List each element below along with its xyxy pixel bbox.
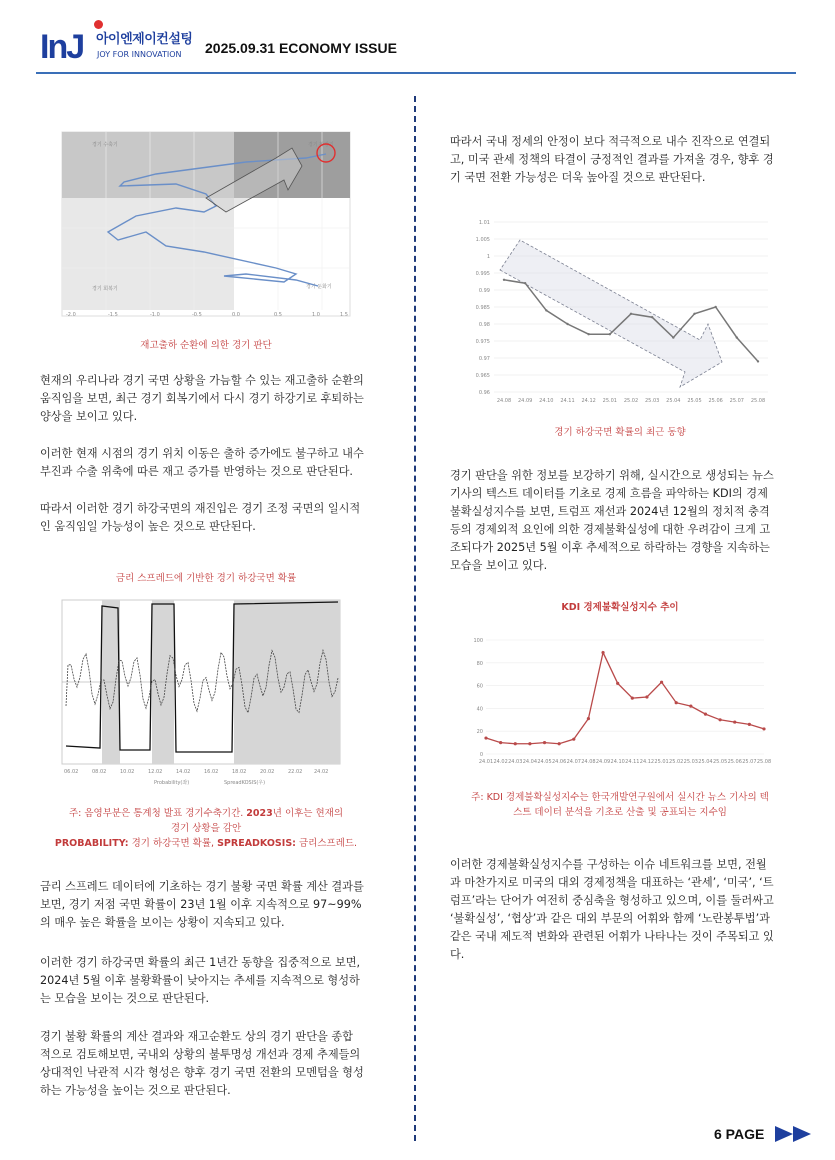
x-tick: 24.02	[314, 769, 329, 775]
quadrant-label: 경기 둔화기	[306, 284, 332, 290]
x-tick: 25.07	[729, 398, 744, 404]
issue-title: 2025.09.31 ECONOMY ISSUE	[205, 40, 397, 56]
paragraph: 금리 스프레드 데이터에 기초하는 경기 불황 국면 확률 계산 결과를 보면, 경기 저점 국면 확률이 23년 1월 이후 지속적으로 97~99% 의 매우 높은 확률을 보이는 상황이 지속되고 있다.	[40, 880, 364, 929]
x-tick: 14.02	[176, 769, 191, 775]
x-tick: 25.08	[750, 398, 766, 404]
data-point	[616, 682, 619, 685]
x-tick: 25.06	[708, 398, 723, 404]
data-point	[609, 333, 611, 335]
x-tick: -2.0	[66, 312, 76, 318]
next-page-arrows-icon[interactable]	[775, 1124, 817, 1148]
trend-arrow-icon	[500, 240, 722, 387]
data-point	[631, 697, 634, 700]
y-tick: 0.965	[475, 373, 490, 379]
x-tick: 25.01	[654, 759, 669, 765]
figure-title: 금리 스프레드에 기반한 경기 하강국면 확률	[115, 573, 297, 584]
figure-note	[450, 790, 790, 820]
y-tick: 0.98	[478, 322, 490, 328]
x-tick: 1.5	[340, 312, 348, 318]
note-key: SPREADKOSIS:	[217, 838, 296, 849]
y-tick: 0.97	[478, 356, 490, 362]
data-point	[503, 279, 505, 281]
x-tick: 24.10	[539, 398, 554, 404]
paragraph: 경기 불황 확률의 계산 결과와 재고순환도 상의 경기 판단을 종합 적으로 검토해보면, 국내외 상황의 불투명성 개선과 경제 추제들의 상대적인 낙관적 시각 형성은 향후 경기 국면 전환의 모멘텀을 형성 하는 가능성을 높이는 것으로 판단된다.	[40, 1030, 364, 1097]
x-tick: 25.05	[712, 759, 728, 765]
data-point	[651, 316, 653, 318]
x-tick: 24.11	[625, 759, 640, 765]
data-point	[672, 336, 674, 338]
recent-probability-chart	[460, 212, 780, 412]
data-point	[499, 741, 502, 744]
column-divider	[414, 96, 416, 1141]
x-tick: 24.10	[610, 759, 625, 765]
data-point	[733, 720, 736, 723]
note-text: 경기 하강국면 확률,	[128, 838, 218, 849]
y-tick: 0.985	[475, 305, 490, 311]
y-tick: 1.005	[475, 237, 490, 243]
quadrant-label: 경기 회복기	[92, 286, 118, 292]
data-point	[572, 738, 575, 741]
y-tick: 0.96	[478, 390, 490, 396]
x-tick: 24.06	[551, 759, 567, 765]
data-point	[630, 313, 632, 315]
header-rule	[36, 72, 796, 74]
logo-dot-icon	[94, 20, 103, 29]
note-text: 년 이후는 현재의	[272, 808, 344, 819]
x-tick: 24.12	[639, 759, 655, 765]
note-text: 금리스프레드.	[295, 838, 358, 849]
data-point	[545, 309, 547, 311]
x-tick: 25.03	[645, 398, 660, 404]
page-number: 6 PAGE	[714, 1126, 765, 1142]
x-tick: 25.04	[698, 759, 713, 765]
data-point	[693, 313, 695, 315]
figure-note	[46, 806, 366, 851]
x-tick: 22.02	[288, 769, 303, 775]
paragraph: 경기 판단을 위한 정보를 보강하기 위해, 실시간으로 생성되는 뉴스 기사의 텍스트 데이터를 기초로 경제 흐름을 파악하는 KDI의 경제 불확실성지수를 보면, 트럼프 재선과 2024년 12월의 정치적 충격 등의 경제외적 요인에 의한 경제불확실성에 대한 우려감이 크게 고 조되다가 2025년 5월 이후 추세적으로 하락하는 경향을 지속하는 모습을 보이고 있다.	[450, 469, 774, 572]
quadrant-label: 경기 확장기	[308, 142, 334, 148]
quadrant-label: 경기 수축기	[92, 142, 118, 148]
x-tick: 08.02	[92, 769, 107, 775]
logo-slogan: JOY FOR INNOVATION	[97, 50, 182, 59]
y-tick: 0.995	[475, 271, 490, 277]
data-point	[528, 742, 531, 745]
recession-probability-chart	[56, 596, 362, 792]
data-point	[748, 723, 751, 726]
data-point	[704, 713, 707, 716]
x-tick: 25.02	[669, 759, 684, 765]
data-point	[514, 742, 517, 745]
paragraph: 따라서 국내 정세의 안정이 보다 적극적으로 내수 진작으로 연결되 고, 미국 관세 정책의 타결이 긍정적인 결과를 가져올 경우, 향후 경 기 국면 전환 가능성은 더욱 높아질 것으로 판단된다.	[450, 135, 774, 184]
x-tick: 24.04	[522, 759, 538, 765]
x-tick: 24.08	[496, 398, 512, 404]
x-tick: 06.02	[64, 769, 79, 775]
x-tick: -1.5	[108, 312, 118, 318]
data-point	[524, 282, 526, 284]
x-tick: 0.5	[274, 312, 282, 318]
legend-entry: Probability(좌)	[154, 780, 190, 786]
y-tick: 0	[479, 752, 483, 758]
x-tick: 12.02	[148, 769, 163, 775]
y-tick: 40	[476, 706, 483, 713]
series-line	[486, 653, 764, 744]
data-point	[762, 727, 765, 730]
data-point	[543, 741, 546, 744]
data-point	[484, 736, 487, 739]
x-tick: 25.05	[687, 398, 702, 404]
y-tick: 0.975	[475, 339, 490, 345]
x-tick: 25.08	[756, 759, 772, 765]
y-tick: 100	[473, 638, 483, 644]
figure-caption: 경기 하강국면 확률의 최근 동향	[554, 427, 686, 438]
data-point	[660, 681, 663, 684]
y-tick: 80	[476, 660, 483, 667]
note-year: 2023	[246, 808, 273, 819]
paragraph: 이러한 경기 하강국면 확률의 최근 1년간 동향을 집중적으로 보면, 2024년 5월 이후 불황확률이 낮아지는 추세를 지속적으로 형성하 는 모습을 보이는 것으로 판단된다.	[40, 956, 361, 1005]
data-point	[558, 742, 561, 745]
data-point	[689, 705, 692, 708]
x-tick: 24.01	[478, 759, 494, 765]
data-point	[645, 695, 648, 698]
note-text: 주: KDI 경제불확실성지수는 한국개발연구원에서 실시간 뉴스 기사의 텍	[471, 792, 769, 803]
x-tick: 25.06	[727, 759, 742, 765]
x-tick: 10.02	[120, 769, 135, 775]
inventory-cycle-chart	[56, 128, 356, 320]
paragraph: 현재의 우리나라 경기 국면 상황을 가늠할 수 있는 재고출하 순환의 움직임을 보면, 최근 경기 회복기에서 다시 경기 하강기로 후퇴하는 양상을 보이고 있다.	[40, 374, 364, 423]
y-tick: 20	[476, 729, 483, 736]
x-tick: 24.05	[537, 759, 552, 765]
data-point	[757, 360, 759, 362]
x-tick: -0.5	[192, 312, 202, 318]
x-tick: 25.01	[602, 398, 617, 404]
paragraph: 이러한 현재 시점의 경기 위치 이동은 출하 증가에도 불구하고 내수 부진과 수출 위축에 따른 재고 증가를 반영하는 것으로 판단된다.	[40, 447, 364, 478]
data-point	[566, 323, 568, 325]
x-tick: 25.04	[666, 398, 681, 404]
data-point	[736, 336, 738, 338]
x-tick: 20.02	[260, 769, 275, 775]
x-tick: 24.03	[508, 759, 523, 765]
data-point	[587, 333, 589, 335]
x-tick: 25.02	[623, 398, 639, 404]
legend-entry: SpreadKOSIS(우)	[224, 780, 266, 786]
logo-korean-name: 아이엔제이컨설팅	[96, 32, 193, 47]
x-tick: 24.12	[581, 398, 596, 404]
figure-caption: 재고출하 순환에 의한 경기 판단	[140, 340, 272, 351]
x-tick: 24.09	[595, 759, 611, 765]
note-key: PROBABILITY:	[54, 838, 129, 849]
y-tick: 60	[476, 683, 483, 690]
x-tick: 25.03	[683, 759, 699, 765]
kdi-uncertainty-chart	[472, 632, 772, 772]
x-tick: 24.02	[493, 759, 508, 765]
note-text: 경기 상황을 감안	[170, 823, 242, 834]
data-point	[601, 651, 604, 654]
x-tick: 18.02	[232, 769, 247, 775]
data-point	[587, 717, 590, 720]
data-point	[714, 306, 716, 308]
note-text: 주: 음영부분은 통계청 발표 경기수축기간.	[68, 808, 247, 819]
y-tick: 1	[486, 254, 490, 260]
logo-mark: InJ	[40, 28, 84, 66]
x-tick: -1.0	[150, 312, 160, 318]
x-tick: 1.0	[312, 312, 320, 318]
paragraph: 이러한 경제불확실성지수를 구성하는 이슈 네트워크를 보면, 전월 과 마찬가지로 미국의 대외 경제정책을 대표하는 ‘관세’, ‘미국’, ‘트 럼프’라는 단어가 여전히 중심축을 형성하고 있으며, 이를 둘러싸고 ‘불확실성’, ‘협상’과 같은 대외 부문의 어휘와 함께 ‘노란봉투법’과 같은 국내 제도적 변화와 관련된 어휘가 나타나는 것이 주목되고 있 다.	[450, 858, 774, 961]
y-tick: 0.99	[478, 288, 490, 294]
note-text: 스트 데이터 분석을 기초로 산출 및 공표되는 지수임	[513, 807, 727, 818]
x-tick: 25.07	[742, 759, 757, 765]
y-tick: 1.01	[478, 220, 490, 226]
figure-title: KDI 경제불확실성지수 추이	[561, 602, 679, 613]
x-tick: 0.0	[232, 312, 240, 318]
paragraph: 따라서 이러한 경기 하강국면의 재진입은 경기 조정 국면의 일시적 인 움직임일 가능성이 높은 것으로 판단된다.	[40, 502, 361, 533]
x-tick: 16.02	[204, 769, 219, 775]
x-tick: 24.08	[581, 759, 596, 765]
data-point	[719, 718, 722, 721]
x-tick: 24.07	[566, 759, 581, 765]
x-tick: 24.11	[560, 398, 575, 404]
data-point	[675, 701, 678, 704]
x-tick: 24.09	[518, 398, 533, 404]
